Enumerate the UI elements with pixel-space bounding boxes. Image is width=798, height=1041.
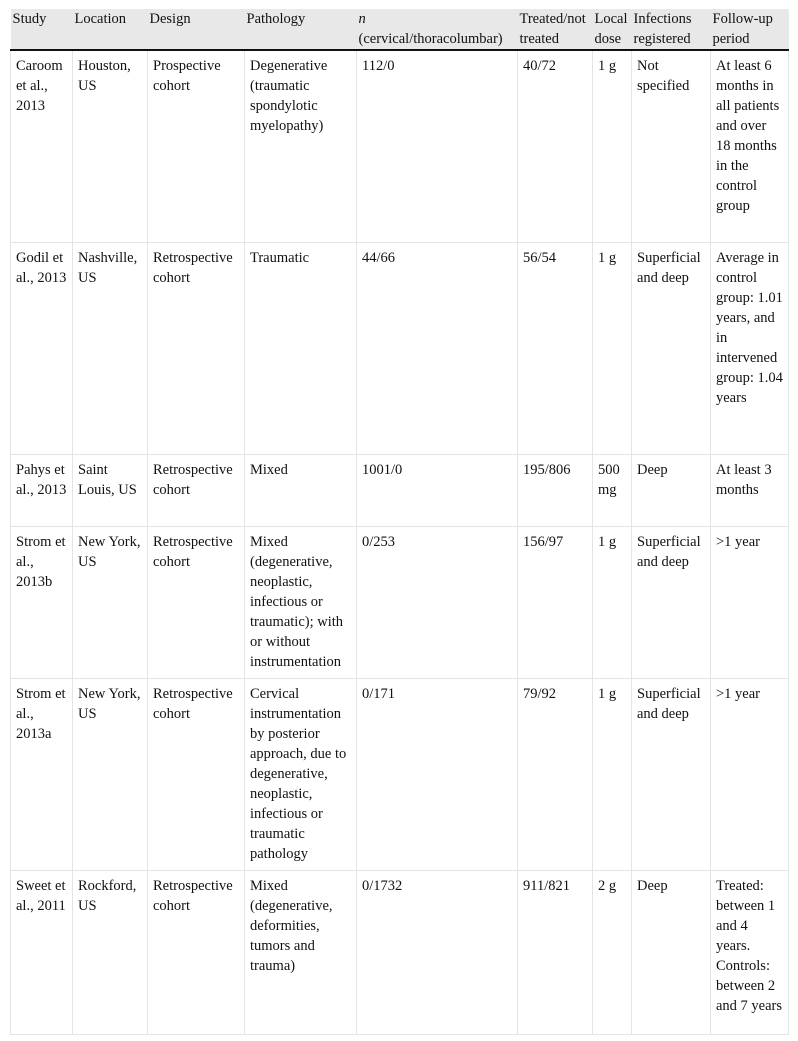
cell-followup: At least 6 months in all patients and over 18 months in the control group bbox=[711, 50, 789, 243]
cell-dose: 2 g bbox=[593, 871, 632, 1035]
header-treated-line1: Treated/not bbox=[519, 11, 586, 27]
cell-n: 0/171 bbox=[357, 679, 518, 871]
header-study: Study bbox=[11, 9, 73, 50]
cell-n: 0/253 bbox=[357, 527, 518, 679]
cell-infections: Superficial and deep bbox=[632, 679, 711, 871]
header-followup-line2: period bbox=[712, 31, 750, 47]
cell-dose: 1 g bbox=[593, 243, 632, 455]
header-infections bbox=[632, 9, 711, 50]
cell-followup: >1 year bbox=[711, 679, 789, 871]
cell-followup: At least 3 months bbox=[711, 455, 789, 527]
cell-treated: 79/92 bbox=[518, 679, 593, 871]
header-treated-line2: treated bbox=[519, 31, 559, 47]
cell-n: 1001/0 bbox=[357, 455, 518, 527]
cell-dose: 500 mg bbox=[593, 455, 632, 527]
header-n bbox=[357, 9, 518, 50]
table-header-row bbox=[11, 9, 789, 50]
cell-infections: Deep bbox=[632, 455, 711, 527]
cell-treated: 40/72 bbox=[518, 50, 593, 243]
cell-design: Retrospective cohort bbox=[148, 871, 245, 1035]
cell-pathology: Mixed (degenerative, neoplastic, infectious or traumatic); with or without instrumentation bbox=[245, 527, 357, 679]
cell-design: Retrospective cohort bbox=[148, 527, 245, 679]
cell-followup: Average in control group: 1.01 years, and in intervened group: 1.04 years bbox=[711, 243, 789, 455]
cell-location: Nashville, US bbox=[73, 243, 148, 455]
cell-treated: 911/821 bbox=[518, 871, 593, 1035]
cell-infections: Deep bbox=[632, 871, 711, 1035]
cell-pathology: Mixed bbox=[245, 455, 357, 527]
table-row bbox=[11, 243, 789, 455]
cell-treated: 156/97 bbox=[518, 527, 593, 679]
cell-location: New York, US bbox=[73, 679, 148, 871]
header-dose-line2: dose bbox=[594, 31, 622, 47]
table-row bbox=[11, 50, 789, 243]
cell-location: Saint Louis, US bbox=[73, 455, 148, 527]
studies-table bbox=[10, 9, 789, 1035]
table-row bbox=[11, 871, 789, 1035]
cell-treated: 195/806 bbox=[518, 455, 593, 527]
cell-dose: 1 g bbox=[593, 527, 632, 679]
cell-study: Pahys et al., 2013 bbox=[11, 455, 73, 527]
cell-study: Sweet et al., 2011 bbox=[11, 871, 73, 1035]
cell-design: Prospective cohort bbox=[148, 50, 245, 243]
cell-n: 112/0 bbox=[357, 50, 518, 243]
cell-study: Strom et al., 2013a bbox=[11, 679, 73, 871]
cell-pathology: Cervical instrumentation by posterior approach, due to degenerative, neoplastic, infectious or traumatic pathology bbox=[245, 679, 357, 871]
cell-n: 0/1732 bbox=[357, 871, 518, 1035]
cell-n: 44/66 bbox=[357, 243, 518, 455]
cell-design: Retrospective cohort bbox=[148, 679, 245, 871]
header-n-symbol: n bbox=[358, 11, 366, 27]
cell-pathology: Mixed (degenerative, deformities, tumors and trauma) bbox=[245, 871, 357, 1035]
cell-design: Retrospective cohort bbox=[148, 243, 245, 455]
header-followup-line1: Follow-up bbox=[712, 11, 773, 27]
cell-followup: Treated: between 1 and 4 years. Controls: between 2 and 7 years bbox=[711, 871, 789, 1035]
cell-infections: Superficial and deep bbox=[632, 527, 711, 679]
cell-study: Strom et al., 2013b bbox=[11, 527, 73, 679]
cell-infections: Superficial and deep bbox=[632, 243, 711, 455]
header-infections-line1: Infections bbox=[633, 11, 692, 27]
cell-infections: Not specified bbox=[632, 50, 711, 243]
header-design: Design bbox=[148, 9, 245, 50]
cell-treated: 56/54 bbox=[518, 243, 593, 455]
cell-dose: 1 g bbox=[593, 50, 632, 243]
header-pathology: Pathology bbox=[245, 9, 357, 50]
table-row bbox=[11, 679, 789, 871]
header-dose bbox=[593, 9, 632, 50]
cell-location: Houston, US bbox=[73, 50, 148, 243]
studies-table-container bbox=[10, 9, 789, 1035]
cell-design: Retrospective cohort bbox=[148, 455, 245, 527]
cell-study: Godil et al., 2013 bbox=[11, 243, 73, 455]
header-infections-line2: registered bbox=[633, 31, 691, 47]
header-followup bbox=[711, 9, 789, 50]
header-n-detail: (cervical/thoracolumbar) bbox=[358, 31, 503, 47]
table-row bbox=[11, 455, 789, 527]
cell-location: New York, US bbox=[73, 527, 148, 679]
table-row bbox=[11, 527, 789, 679]
cell-pathology: Traumatic bbox=[245, 243, 357, 455]
cell-dose: 1 g bbox=[593, 679, 632, 871]
header-treated bbox=[518, 9, 593, 50]
cell-followup: >1 year bbox=[711, 527, 789, 679]
header-location: Location bbox=[73, 9, 148, 50]
header-dose-line1: Local bbox=[594, 11, 628, 27]
cell-pathology: Degenerative (traumatic spondylotic myelopathy) bbox=[245, 50, 357, 243]
cell-location: Rockford, US bbox=[73, 871, 148, 1035]
cell-study: Caroom et al., 2013 bbox=[11, 50, 73, 243]
